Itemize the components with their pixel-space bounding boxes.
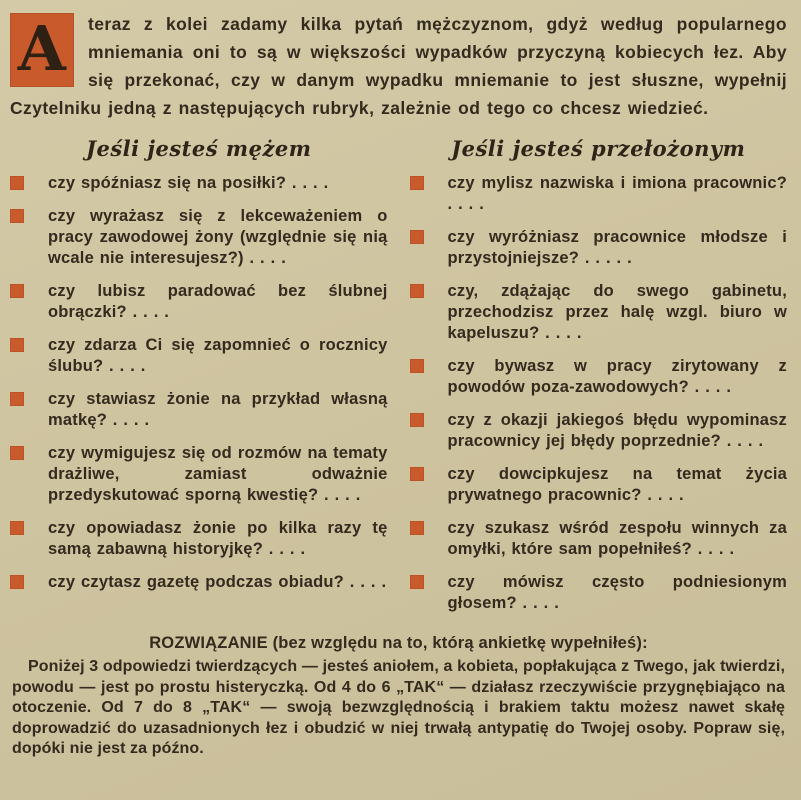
question-item [10,443,388,506]
question-item [410,518,788,560]
bullet-square-icon [10,176,24,190]
question-item [410,356,788,398]
solution-body: Poniżej 3 odpowiedzi twierdzących — jesteś aniołem, a kobieta, popłakująca z Twego, jak twierdzi, powodu — jest po prostu histeryczką. Od 4 do 6 „TAK“ — działasz rzeczywiście przygnębiająco na otoczenie. Od 7 do 8 „TAK“ — swoją bezwzględnością i brakiem taktu możesz nawet skałę doprowadzić do uzasadnionych łez i obudzić w niej trwałą antypatię do Twojej osoby. Popraw się, dopóki nie jest za późno. [12,658,785,757]
question-text: czy wyrażasz się z lekceważeniem o pracy zawodowej żony (względnie się nią wcale nie interesujesz?) . . . . [48,207,388,267]
intro-text: teraz z kolei zadamy kilka pytań mężczyznom, gdyż według popularnego mniemania oni to są w większości wypadków przyczyną kobiecych łez. Aby się przekonać, czy w danym wypadku mniemanie to jest słuszne, wypełnij Czytelniku jedną z następujących rubryk, zależnie od tego co chcesz wiedzieć. [10,14,787,118]
bullet-square-icon [410,359,424,373]
column-boss [410,136,788,626]
bullet-square-icon [410,575,424,589]
question-item [410,572,788,614]
question-item [10,389,388,431]
boss-question-list [410,173,788,614]
question-item [410,227,788,269]
bullet-square-icon [410,176,424,190]
question-text: czy z okazji jakiegoś błędu wypominasz pracownicy jej błędy poprzednie? . . . . [447,411,787,450]
question-text: czy szukasz wśród zespołu winnych za omyłki, które sam popełniłeś? . . . . [447,519,787,558]
question-item [10,518,388,560]
column-boss-header: Jeśli jesteś przełożonym [451,136,746,161]
question-text: czy stawiasz żonie na przykład własną matkę? . . . . [48,390,388,429]
question-text: czy wymigujesz się od rozmów na tematy drażliwe, zamiast odważnie przedyskutować sporną kwestię? . . . . [48,444,388,504]
question-text: czy dowcipkujesz na temat życia prywatnego pracownic? . . . . [447,465,787,504]
bullet-square-icon [10,521,24,535]
question-item [410,173,788,215]
solution-heading: ROZWIĄZANIE (bez względu na to, którą ankietkę wypełniłeś): [149,634,648,652]
question-text: czy czytasz gazetę podczas obiadu? . . . . [48,573,387,591]
question-text: czy mówisz często podniesionym głosem? . . . . [447,573,787,612]
question-item [10,281,388,323]
bullet-square-icon [410,413,424,427]
question-text: czy zdarza Ci się zapomnieć o rocznicy ślubu? . . . . [48,336,388,375]
bullet-square-icon [410,284,424,298]
bullet-square-icon [10,575,24,589]
dropcap-letter: A [10,13,74,87]
column-husband-header: Jeśli jesteś mężem [86,136,312,161]
question-text: czy spóźniasz się na posiłki? . . . . [48,174,329,192]
question-text: czy opowiadasz żonie po kilka razy tę samą zabawną historyjkę? . . . . [48,519,388,558]
column-husband [10,136,388,626]
question-item [10,206,388,269]
bullet-square-icon [410,230,424,244]
bullet-square-icon [10,338,24,352]
bullet-square-icon [410,521,424,535]
question-text: czy wyróżniasz pracownice młodsze i przystojniejsze? . . . . . [447,228,787,267]
husband-question-list [10,173,388,593]
question-text: czy lubisz paradować bez ślubnej obrączki? . . . . [48,282,388,321]
question-item [410,464,788,506]
question-text: czy, zdążając do swego gabinetu, przechodzisz przez halę wzgl. biuro w kapeluszu? . . . . [447,282,787,342]
question-item [410,281,788,344]
solution-section [10,634,787,760]
question-item [10,173,388,194]
question-text: czy bywasz w pracy zirytowany z powodów poza-zawodowych? . . . . [447,357,787,396]
questionnaire-columns [10,136,787,626]
question-item [10,572,388,593]
bullet-square-icon [10,209,24,223]
intro-paragraph [10,10,787,122]
question-text: czy mylisz nazwiska i imiona pracownic? . . . . [447,174,787,213]
bullet-square-icon [10,284,24,298]
bullet-square-icon [410,467,424,481]
bullet-square-icon [10,392,24,406]
bullet-square-icon [10,446,24,460]
question-item [410,410,788,452]
question-item [10,335,388,377]
